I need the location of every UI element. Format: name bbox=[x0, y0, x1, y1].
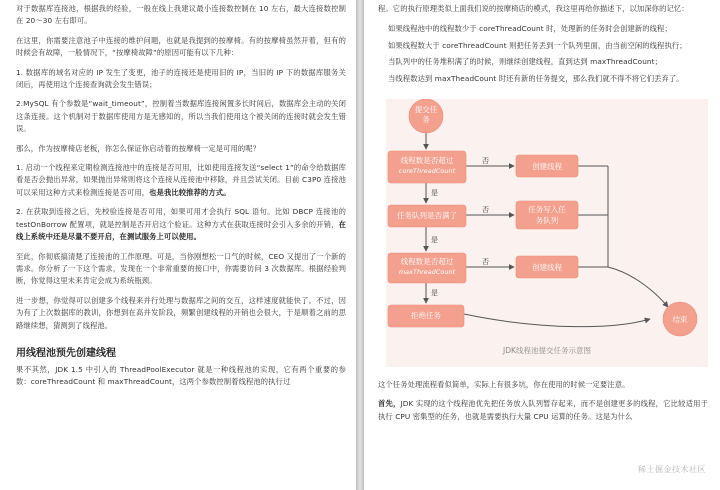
paragraph-text: 2. 在获取到连接之后，先校验连接是否可用，如果可用才会执行 SQL 语句。比如 DBCP 连接池的 testOnBorrow 配置项，就是控制是否开启这个验证。这种方式在获取连接时会引入多余的开销， bbox=[16, 207, 346, 229]
right-page bbox=[364, 0, 720, 490]
emphasis-text: 首先， bbox=[378, 399, 401, 409]
paragraph: 这个任务处理流程看似简单，实际上有很多坑，你在使用的时候一定要注意。 bbox=[378, 380, 630, 390]
paragraph: 那么，作为按摩椅店老板，你怎么保证你启动着的按摩椅一定是可用的呢？ bbox=[16, 143, 261, 153]
thread-pool-flowchart bbox=[386, 99, 708, 367]
arrow bbox=[608, 267, 668, 307]
flow-no-label: 否 bbox=[482, 206, 489, 215]
paragraph bbox=[16, 206, 346, 243]
flow-q3 bbox=[388, 256, 466, 278]
flow-q3-var: maxThreadCount bbox=[398, 268, 456, 277]
book-gutter bbox=[356, 0, 364, 490]
flowchart-caption: JDK线程池提交任务示意图 bbox=[503, 346, 591, 356]
flow-start-label: 提交任务 bbox=[414, 105, 438, 125]
rule-item: 如果线程数大于 coreThreadCount 则把任务丢到一个队列里面，由当前空闲的线程执行； bbox=[388, 40, 687, 50]
flow-yes-label: 是 bbox=[431, 236, 438, 245]
emphasis-text: 在线上系统中还是尽量不要开启，在测试服务上可以使用。 bbox=[16, 219, 346, 242]
paragraph-text: 1. 启动一个线程来定期检测连接池中的连接是否可用，比如使用连接发送“select 1”的命令给数据库看是否会抛出异常，如果抛出异常则将这个连接从连接池中移除，并且尝试关闭。目前 C3P0 连接池可以采用这种方式来检测连接是否可用， bbox=[16, 163, 346, 197]
section-heading: 用线程池预先创建线程 bbox=[16, 347, 116, 359]
flow-yes-label: 是 bbox=[431, 289, 438, 298]
paragraph: 程。它的执行原理类似上面我们说的按摩椅店的模式，我这里再给你描述下，以加深你的记忆： bbox=[378, 4, 689, 13]
paragraph-text: JDK 实现的这个线程池优先把任务放入队列暂存起来，而不是创建更多的线程，它比较适用于执行 CPU 密集型的任务，也就是需要执行大量 CPU 运算的任务。这是为什么 bbox=[378, 399, 708, 421]
flow-a2: 任务写入任务队列 bbox=[528, 205, 566, 226]
rule-item: 当队列中的任务堆积满了的时候，则继续创建线程，直到达到 maxThreadCount； bbox=[388, 57, 663, 67]
flow-a1: 创建线程 bbox=[532, 162, 562, 172]
flow-q1 bbox=[388, 155, 466, 177]
flow-yes-label: 是 bbox=[431, 189, 438, 198]
paragraph: 进一步想，你觉得可以创建多个线程来并行处理与数据库之间的交互，这样速度就能快了。不过，因为有了上次数据库的教训，你想到在高并发阶段，频繁创建线程的开销也会很大，于是顺着之前的思路继续想，猜测到了线程池。 bbox=[16, 295, 346, 330]
paragraph bbox=[378, 398, 708, 423]
paragraph bbox=[16, 162, 346, 199]
flow-a3: 创建线程 bbox=[532, 263, 562, 273]
left-page bbox=[0, 0, 356, 490]
flow-q1-text: 线程数是否超过 bbox=[400, 156, 454, 166]
flow-end: 结束 bbox=[672, 315, 688, 325]
paragraph: 2.MySQL 有个参数是“wait_timeout”，控制着当数据库连接闲置多长时间后，数据库会主动的关闭这条连接。这个机制对于数据库使用方是无感知的，所以当我们使用这个被关闭的连接时就会发生错误。 bbox=[16, 99, 346, 134]
flow-no-label: 否 bbox=[482, 258, 489, 267]
paragraph: 果不其然，JDK 1.5 中引入的 ThreadPoolExecutor 就是一种线程池的实现，它有两个重要的参数：coreThreadCount 和 maxThreadCount，这两个参数控制着线程池的执行过 bbox=[16, 364, 346, 387]
rules-list bbox=[378, 23, 708, 85]
flow-q2: 任务队列是否满了 bbox=[397, 211, 457, 221]
paragraph: 1. 数据库的域名对应的 IP 发生了变更，池子的连接还是使用旧的 IP，当旧的 IP 下的数据库服务关闭后，再使用这个连接查询就会发生错误； bbox=[16, 67, 346, 90]
flow-reject: 拒绝任务 bbox=[411, 311, 441, 321]
paragraph: 至此，你彻底搞清楚了连接池的工作原理。可是，当你刚想松一口气的时候，CEO 又提出了一个新的需求。你分析了一下这个需求，发现在一个非常重要的接口中，你需要访问 3 次数据库。根据经验判断，你觉得这里未来肯定会成为系统瓶颈。 bbox=[16, 251, 346, 286]
flowchart-graphics bbox=[386, 99, 708, 367]
paragraph: 对于数据库连接池，根据我的经验，一般在线上我建议最小连接数控制在 10 左右，最大连接数控制在 20～30 左右即可。 bbox=[16, 4, 346, 26]
emphasis-text: 也是我比较推荐的方式。 bbox=[149, 187, 231, 197]
rule-item: 如果线程池中的线程数少于 coreThreadCount 时，处理新的任务时会创建新的线程； bbox=[388, 24, 672, 34]
flow-q3-text: 线程数是否超过 bbox=[400, 257, 454, 267]
arrow bbox=[464, 314, 650, 327]
rule-item: 当线程数达到 maxTheadCount 时还有新的任务提交，那么我们就不得不将它们丢弃了。 bbox=[388, 73, 684, 83]
watermark-text: 稀土掘金技术社区 bbox=[638, 465, 706, 474]
flow-q1-var: coreThreadCount bbox=[398, 167, 456, 176]
flow-no-label: 否 bbox=[482, 157, 489, 166]
paragraph: 在这里，你需要注意池子中连接的维护问题，也就是我提到的按摩椅。有的按摩椅虽然开着，但有的时候会有故障，一般情况下，“按摩椅故障”的原因可能有以下几种： bbox=[16, 35, 346, 58]
